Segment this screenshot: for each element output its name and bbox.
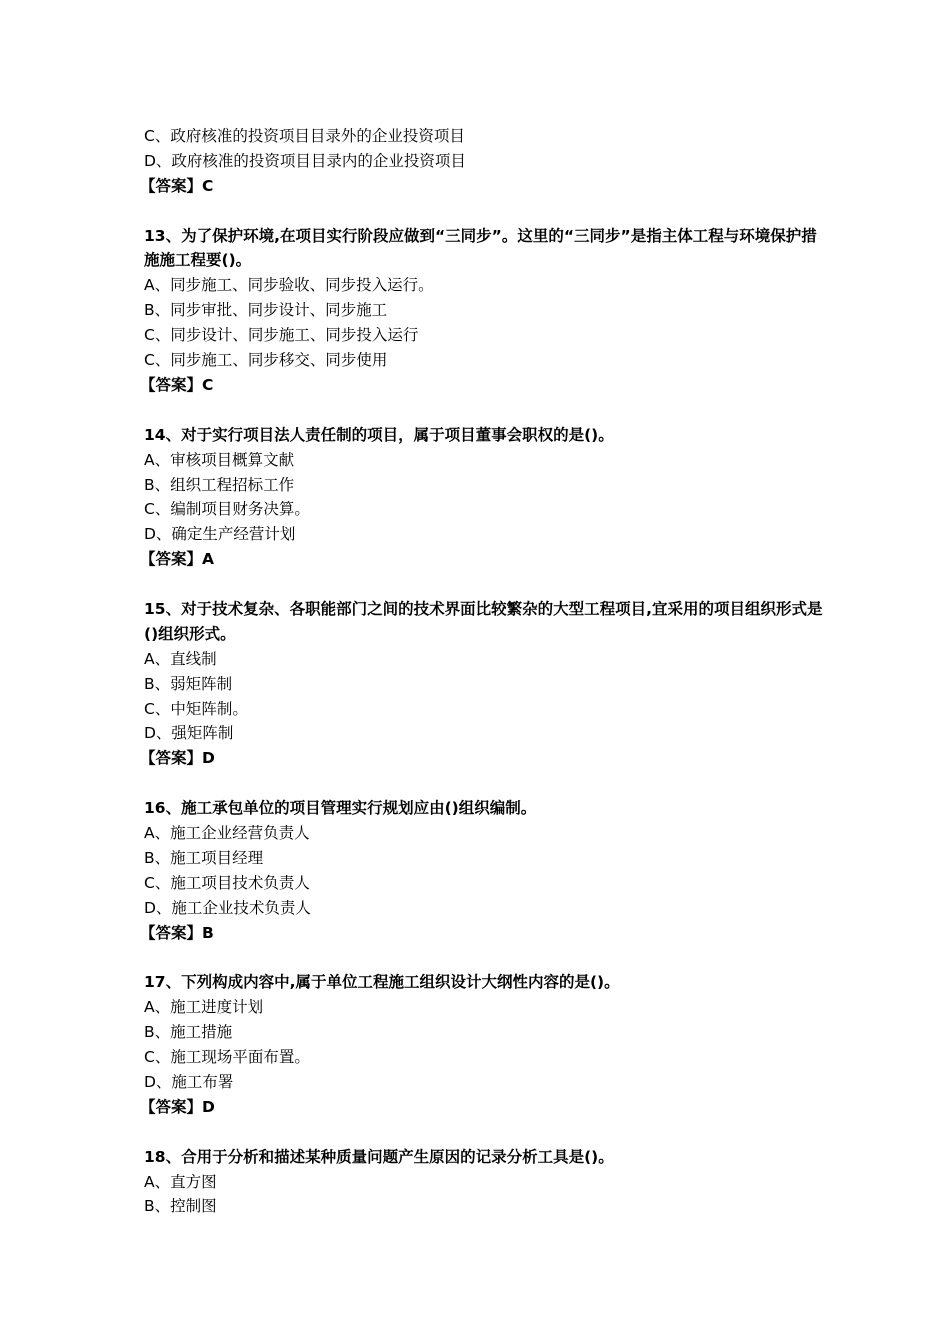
option-line: D、施工布署 bbox=[144, 1072, 234, 1091]
question-title: 14、对于实行项目法人责任制的项目，属于项目董事会职权的是()。 bbox=[144, 425, 614, 444]
document-body bbox=[140, 124, 824, 1219]
option-line: C、同步施工、同步移交、同步使用 bbox=[144, 351, 388, 370]
option-line: C、编制项目财务决算。 bbox=[144, 500, 310, 519]
option-line: C、施工现场平面布置。 bbox=[144, 1048, 310, 1067]
question-title: 16、施工承包单位的项目管理实行规划应由()组织编制。 bbox=[144, 799, 537, 818]
option-line: C、施工项目技术负责人 bbox=[144, 873, 310, 892]
option-line: B、同步审批、同步设计、同步施工 bbox=[144, 301, 388, 320]
option-line: A、同步施工、同步验收、同步投入运行。 bbox=[144, 276, 434, 295]
option-line: D、施工企业技术负责人 bbox=[144, 898, 311, 917]
answer-line: 【答案】B bbox=[140, 923, 214, 942]
spacer bbox=[144, 1120, 824, 1145]
question-16 bbox=[140, 796, 824, 945]
option-line: D、强矩阵制 bbox=[144, 724, 234, 743]
option-line: B、施工措施 bbox=[144, 1023, 233, 1042]
question-14 bbox=[140, 423, 824, 572]
option-line: B、控制图 bbox=[144, 1197, 217, 1216]
spacer bbox=[144, 199, 824, 224]
spacer bbox=[144, 945, 824, 970]
option-line: C、政府核准的投资项目目录外的企业投资项目 bbox=[144, 127, 465, 145]
question-title: 13、为了保护环境,在项目实行阶段应做到“三同步”。这里的“三同步”是指主体工程与环境保护措施施工程要()。 bbox=[144, 226, 817, 270]
option-line: A、直方图 bbox=[144, 1172, 217, 1191]
question-13 bbox=[140, 224, 824, 398]
answer-line: 【答案】D bbox=[140, 749, 215, 768]
option-line: C、中矩阵制。 bbox=[144, 699, 248, 718]
lead-block bbox=[140, 124, 824, 199]
option-line: D、确定生产经营计划 bbox=[144, 525, 296, 544]
option-line: C、同步设计、同步施工、同步投入运行 bbox=[144, 326, 419, 345]
answer-line: 【答案】D bbox=[140, 1097, 215, 1116]
option-line: A、施工企业经营负责人 bbox=[144, 824, 310, 843]
option-line: A、施工进度计划 bbox=[144, 998, 264, 1017]
option-line: A、直线制 bbox=[144, 649, 217, 668]
question-title: 17、下列构成内容中,属于单位工程施工组织设计大纲性内容的是()。 bbox=[144, 973, 620, 992]
question-title: 15、对于技术复杂、各职能部门之间的技术界面比较繁杂的大型工程项目,宜采用的项目组织形式是()组织形式。 bbox=[144, 599, 823, 643]
question-15 bbox=[140, 597, 824, 771]
question-17 bbox=[140, 970, 824, 1119]
answer-line: 【答案】A bbox=[140, 550, 214, 569]
option-line: D、政府核准的投资项目目录内的企业投资项目 bbox=[144, 151, 466, 170]
spacer bbox=[144, 572, 824, 597]
option-line: B、组织工程招标工作 bbox=[144, 475, 295, 494]
option-line: A、审核项目概算文献 bbox=[144, 450, 295, 469]
answer-line: 【答案】C bbox=[140, 176, 214, 195]
question-title: 18、合用于分析和描述某种质量问题产生原因的记录分析工具是()。 bbox=[144, 1147, 614, 1166]
option-line: B、弱矩阵制 bbox=[144, 674, 233, 693]
spacer bbox=[144, 771, 824, 796]
option-line: B、施工项目经理 bbox=[144, 848, 264, 867]
spacer bbox=[144, 398, 824, 423]
question-18 bbox=[144, 1145, 824, 1220]
answer-line: 【答案】C bbox=[140, 375, 214, 394]
